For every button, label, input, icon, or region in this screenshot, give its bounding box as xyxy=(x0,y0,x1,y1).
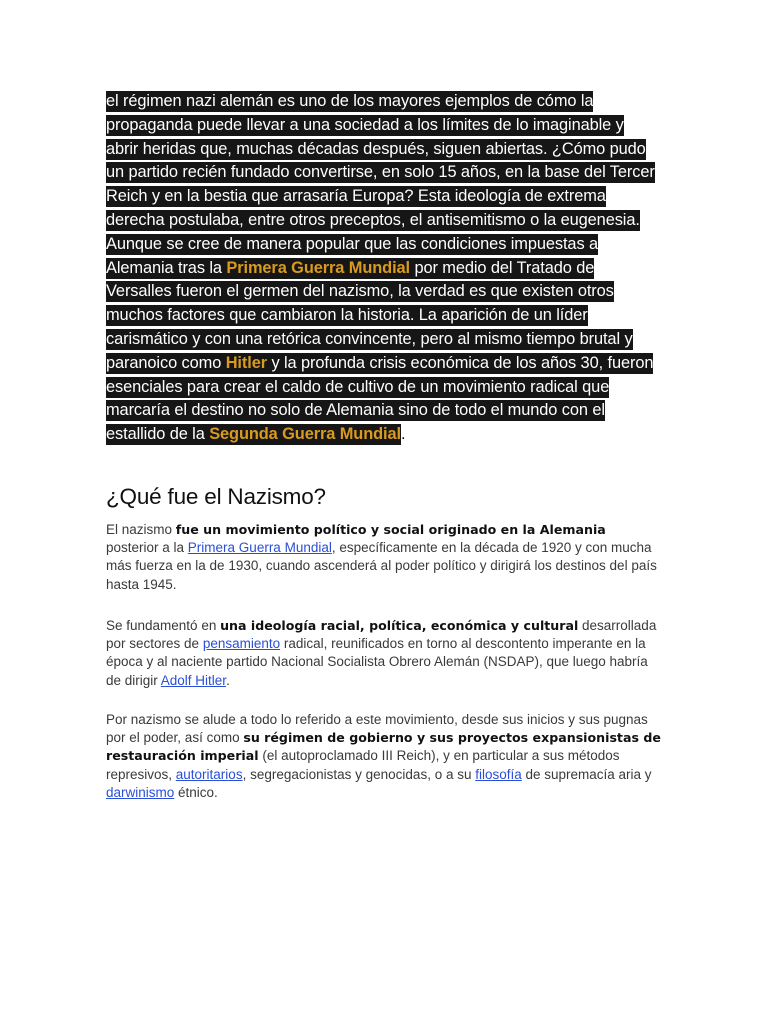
highlighted-text-run xyxy=(106,91,655,445)
link-autoritarios[interactable]: autoritarios xyxy=(175,766,243,782)
p2-text-2: desarrollada por sectores de xyxy=(106,618,657,652)
p3-text-5: étnico. xyxy=(174,784,218,800)
p2-bold-1: una ideología racial, política, económica y cultural xyxy=(220,618,579,633)
link-filosofia[interactable]: filosofía xyxy=(475,766,522,782)
p1-bold-1: fue un movimiento político y social originado en la Alemania xyxy=(175,522,606,537)
paragraph-ideology xyxy=(106,617,662,690)
link-darwinismo[interactable]: darwinismo xyxy=(106,784,175,800)
intro-link-segunda-guerra-mundial[interactable]: Segunda Guerra Mundial xyxy=(209,425,401,444)
intro-text-4: . xyxy=(400,425,406,444)
paragraph-regime xyxy=(106,711,662,802)
paragraph-definition xyxy=(106,521,662,594)
p3-text-1: Por nazismo se alude a todo lo referido a este movimiento, desde sus inicios y sus pugnas por el poder, así como xyxy=(106,712,648,746)
intro-text-3: y la profunda crisis económica de los años 30, fueron esenciales para crear el caldo de cultivo de un movimiento radical que marcaría el destino no solo de Alemania sino de todo el mundo con el estallido de la xyxy=(106,353,654,444)
p2-text-1: Se fundamentó en xyxy=(106,618,221,633)
p2-text-3: radical, reunificados en torno al descontento imperante en la época y al naciente partido Nacional Socialista Obrero Alemán (NSDAP), que luego habría de dirigir xyxy=(106,636,648,688)
p3-bold-1: su régimen de gobierno y sus proyectos expansionistas de restauración imperial xyxy=(106,730,661,764)
link-adolf-hitler[interactable]: Adolf Hitler xyxy=(160,672,227,688)
intro-text-2: por medio del Tratado de Versalles fueron el germen del nazismo, la verdad es que existen otros muchos factores que cambiaron la historia. La aparición de un líder carismático y con una retórica convincente, pero al mismo tiempo brutal y paranoico como xyxy=(106,258,633,372)
p3-text-3: , segregacionistas y genocidas, o a su xyxy=(242,766,476,782)
intro-link-primera-guerra-mundial[interactable]: Primera Guerra Mundial xyxy=(226,258,410,277)
highlighted-intro-paragraph xyxy=(106,90,658,447)
p2-text-4: . xyxy=(226,672,230,688)
p3-text-4: de supremacía aria y xyxy=(521,766,652,782)
link-primera-guerra-mundial[interactable]: Primera Guerra Mundial xyxy=(187,540,332,556)
link-pensamiento[interactable]: pensamiento xyxy=(202,636,281,652)
intro-text-1: el régimen nazi alemán es uno de los mayores ejemplos de cómo la propaganda puede llevar a una sociedad a los límites de lo imaginable y abrir heridas que, muchas décadas después, siguen abiertas. ¿Cómo pudo un partido recién fundado convertirse, en solo 15 años, en la base del Tercer Reich y en la bestia que arrasaría Europa? Esta ideología de extrema derecha postulaba, entre otros preceptos, el antisemitismo o la eugenesia. Aunque se cree de manera popular que las condiciones impuestas a Alemania tras la xyxy=(106,92,655,277)
section-heading: ¿Qué fue el Nazismo? xyxy=(106,484,326,509)
p1-text-3: , específicamente en la década de 1920 y con mucha más fuerza en la de 1930, cuando ascenderá al poder político y dirigirá los destinos del país hasta 1945. xyxy=(106,540,657,592)
p3-text-2: (el autoproclamado III Reich), y en particular a sus métodos represivos, xyxy=(106,748,620,782)
p1-text-1: El nazismo xyxy=(106,522,176,537)
intro-link-hitler[interactable]: Hitler xyxy=(225,353,267,372)
p1-text-2: posterior a la xyxy=(106,540,188,556)
